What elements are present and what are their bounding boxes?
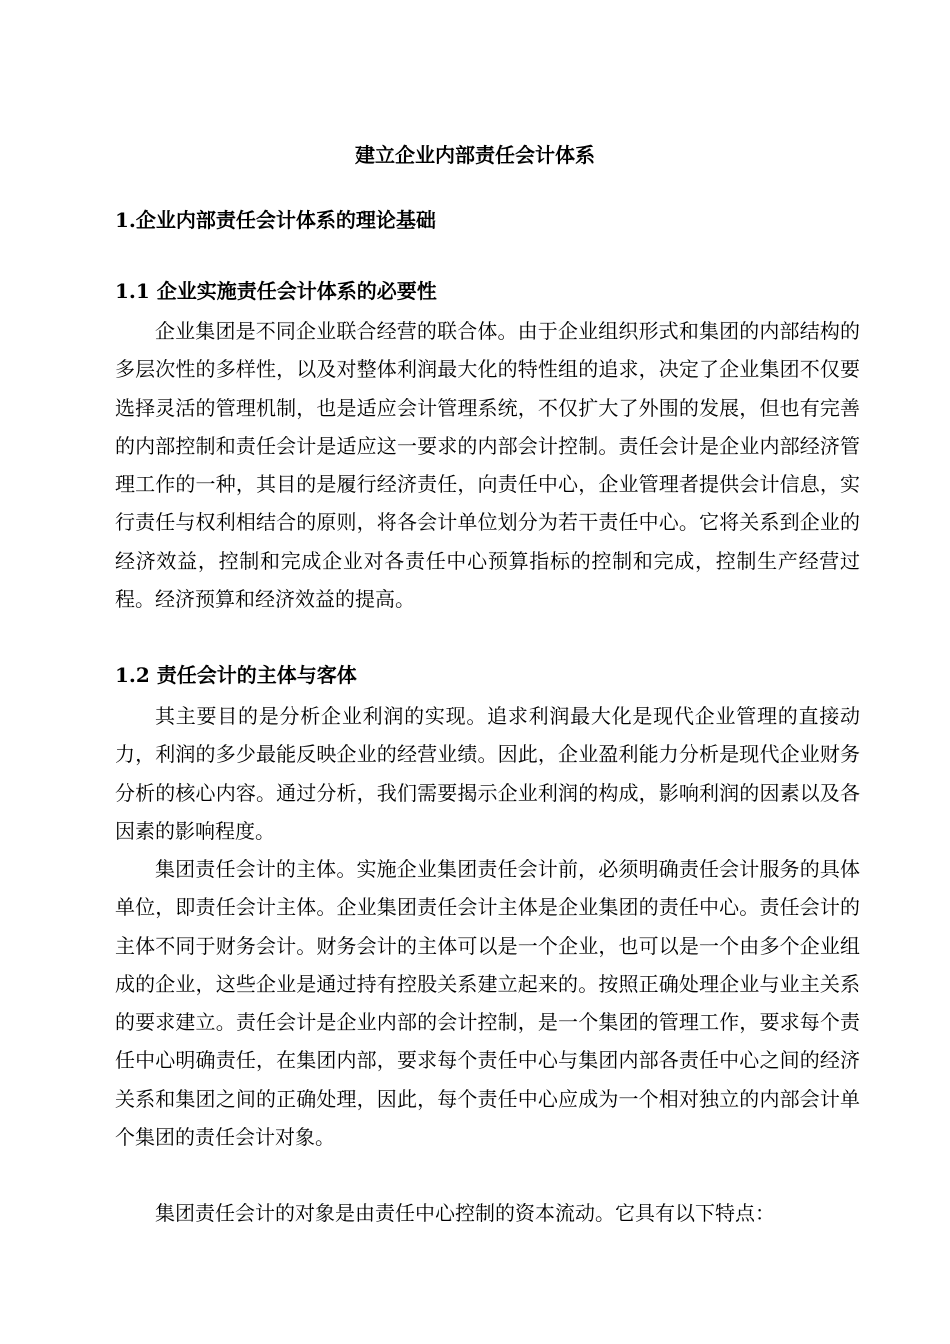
paragraph-1-2-b: 集团责任会计的主体。实施企业集团责任会计前，必须明确责任会计服务的具体单位，即责任会计主体。企业集团责任会计主体是企业集团的责任中心。责任会计的主体不同于财务会计。财务会计的主体可以是一个企业，也可以是一个由多个企业组成的企业，这些企业是通过持有控股关系建立起来的。按照正确处理企业与业主关系的要求建立。责任会计是企业内部的会计控制，是一个集团的管理工作，要求每个责任中心明确责任，在集团内部，要求每个责任中心与集团内部各责任中心之间的经济关系和集团之间的正确处理，因此，每个责任中心应成为一个相对独立的内部会计单个集团的责任会计对象。	[115, 857, 860, 1150]
paragraph-1-1: 企业集团是不同企业联合经营的联合体。由于企业组织形式和集团的内部结构的多层次性的多样性，以及对整体利润最大化的特性组的追求，决定了企业集团不仅要选择灵活的管理机制，也是适应会计管理系统，不仅扩大了外围的发展，但也有完善的内部控制和责任会计是适应这一要求的内部会计控制。责任会计是企业内部经济管理工作的一种，其目的是履行经济责任，向责任中心，企业管理者提供会计信息，实行责任与权利相结合的原则，将各会计单位划分为若干责任中心。它将关系到企业的经济效益，控制和完成企业对各责任中心预算指标的控制和完成，控制生产经营过程。经济预算和经济效益的提高。	[115, 319, 860, 612]
paragraph-1-2-a: 其主要目的是分析企业利润的实现。追求利润最大化是现代企业管理的直接动力，利润的多少最能反映企业的经营业绩。因此，企业盈利能力分析是现代企业财务分析的核心内容。通过分析，我们需要揭示企业利润的构成，影响利润的因素以及各因素的影响程度。	[115, 704, 860, 843]
paragraph-1-2-c: 集团责任会计的对象是由责任中心控制的资本流动。它具有以下特点：	[155, 1201, 775, 1225]
subsection-heading-1-1: 1.1 企业实施责任会计体系的必要性	[115, 279, 437, 303]
subsection-heading-1-2: 1.2 责任会计的主体与客体	[115, 663, 357, 687]
section-heading-1: 1.企业内部责任会计体系的理论基础	[115, 208, 436, 232]
document-title: 建立企业内部责任会计体系	[355, 143, 595, 167]
